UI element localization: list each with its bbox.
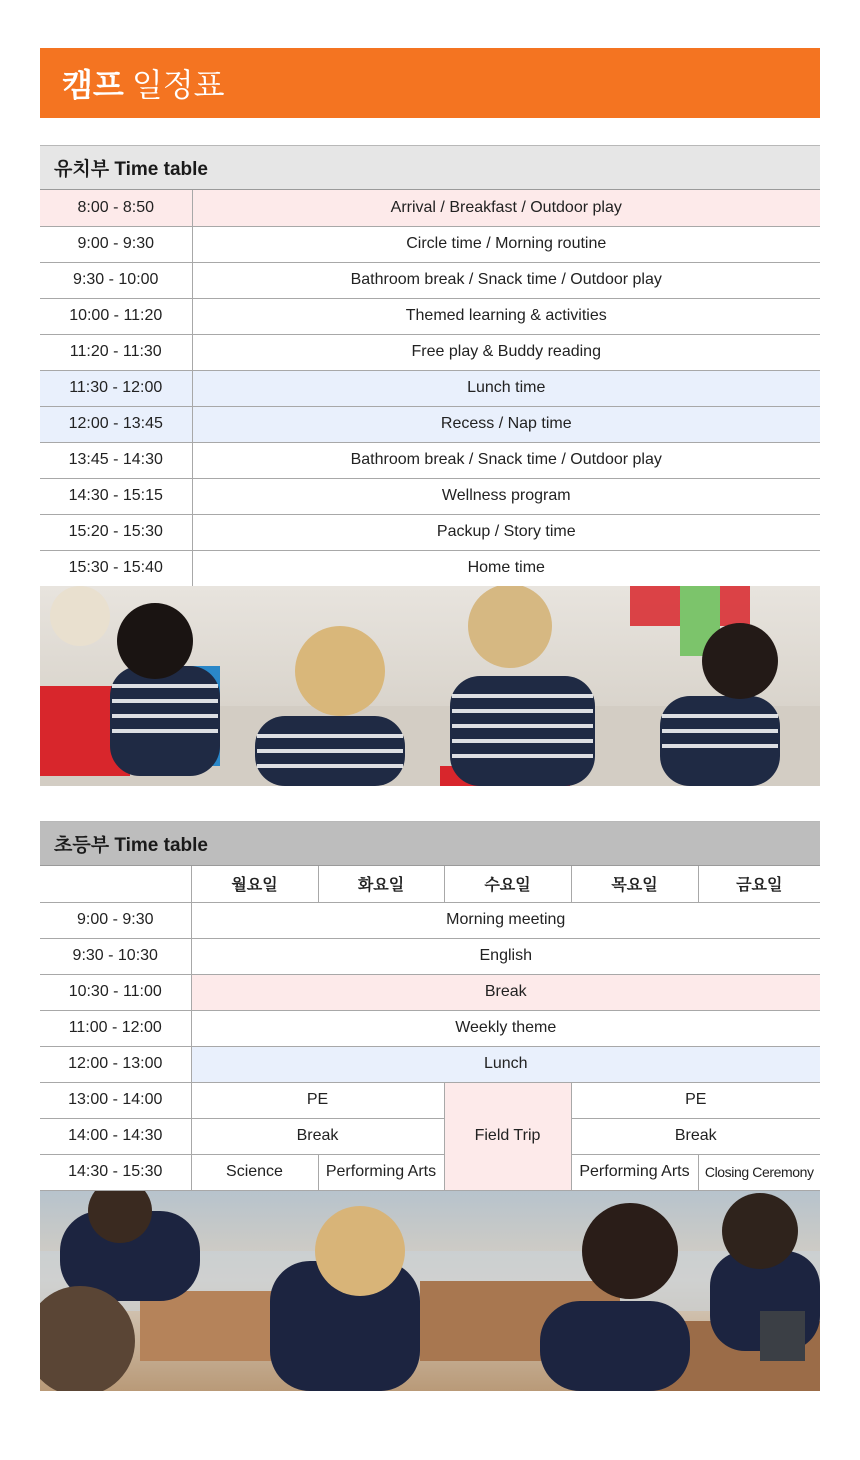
time-cell: 11:20 - 11:30 — [40, 334, 192, 370]
activity-cell: Bathroom break / Snack time / Outdoor play — [192, 262, 820, 298]
kindergarten-heading: 유치부 Time table — [40, 145, 820, 190]
table-row — [40, 334, 820, 370]
field-trip-cell: Field Trip — [444, 1082, 571, 1190]
day-header-row — [40, 866, 820, 902]
activity-cell: PE — [571, 1082, 820, 1118]
activity-cell: PE — [191, 1082, 444, 1118]
time-cell: 11:30 - 12:00 — [40, 370, 192, 406]
table-row — [40, 1046, 820, 1082]
table-row — [40, 190, 820, 226]
activity-cell: Wellness program — [192, 478, 820, 514]
table-row — [40, 262, 820, 298]
time-cell: 12:00 - 13:45 — [40, 406, 192, 442]
table-row — [40, 1010, 820, 1046]
table-row — [40, 226, 820, 262]
table-row — [40, 514, 820, 550]
kindergarten-timetable — [40, 190, 820, 587]
activity-cell: Arrival / Breakfast / Outdoor play — [192, 190, 820, 226]
banner-title-bold: 캠프 — [62, 67, 124, 103]
time-cell: 11:00 - 12:00 — [40, 1010, 191, 1046]
activity-cell: Home time — [192, 550, 820, 586]
activity-cell: Performing Arts — [318, 1154, 444, 1190]
day-header: 월요일 — [191, 866, 318, 902]
table-row — [40, 1118, 820, 1154]
table-row — [40, 298, 820, 334]
time-cell: 9:30 - 10:00 — [40, 262, 192, 298]
time-cell: 14:00 - 14:30 — [40, 1118, 191, 1154]
activity-cell: Break — [191, 974, 820, 1010]
time-cell: 10:30 - 11:00 — [40, 974, 191, 1010]
table-row — [40, 902, 820, 938]
activity-cell: Performing Arts — [571, 1154, 698, 1190]
time-cell: 9:30 - 10:30 — [40, 938, 191, 974]
activity-cell: English — [191, 938, 820, 974]
activity-cell: Recess / Nap time — [192, 406, 820, 442]
time-cell: 9:00 - 9:30 — [40, 226, 192, 262]
table-row — [40, 442, 820, 478]
table-row — [40, 974, 820, 1010]
time-cell: 8:00 - 8:50 — [40, 190, 192, 226]
activity-cell: Circle time / Morning routine — [192, 226, 820, 262]
kindergarten-photo — [40, 586, 820, 786]
activity-cell: Free play & Buddy reading — [192, 334, 820, 370]
table-row — [40, 406, 820, 442]
time-cell: 15:20 - 15:30 — [40, 514, 192, 550]
time-cell: 13:00 - 14:00 — [40, 1082, 191, 1118]
table-row — [40, 938, 820, 974]
activity-cell: Packup / Story time — [192, 514, 820, 550]
table-row — [40, 1154, 820, 1190]
time-cell: 12:00 - 13:00 — [40, 1046, 191, 1082]
table-row — [40, 550, 820, 586]
elementary-timetable — [40, 866, 820, 1191]
activity-cell: Lunch — [191, 1046, 820, 1082]
activity-cell: Break — [191, 1118, 444, 1154]
activity-cell: Morning meeting — [191, 902, 820, 938]
day-header: 목요일 — [571, 866, 698, 902]
activity-cell: Themed learning & activities — [192, 298, 820, 334]
table-row — [40, 478, 820, 514]
activity-cell: Science — [191, 1154, 318, 1190]
activity-cell: Break — [571, 1118, 820, 1154]
day-header: 화요일 — [318, 866, 444, 902]
time-cell: 13:45 - 14:30 — [40, 442, 192, 478]
day-header: 금요일 — [698, 866, 820, 902]
corner-cell — [40, 866, 191, 902]
table-row — [40, 1082, 820, 1118]
banner-title-light: 일정표 — [131, 67, 225, 103]
day-header: 수요일 — [444, 866, 571, 902]
elementary-photo — [40, 1191, 820, 1391]
time-cell: 9:00 - 9:30 — [40, 902, 191, 938]
time-cell: 15:30 - 15:40 — [40, 550, 192, 586]
activity-cell: Lunch time — [192, 370, 820, 406]
time-cell: 10:00 - 11:20 — [40, 298, 192, 334]
activity-cell: Bathroom break / Snack time / Outdoor play — [192, 442, 820, 478]
time-cell: 14:30 - 15:30 — [40, 1154, 191, 1190]
time-cell: 14:30 - 15:15 — [40, 478, 192, 514]
activity-cell: Weekly theme — [191, 1010, 820, 1046]
page-banner — [40, 48, 820, 118]
table-row — [40, 370, 820, 406]
activity-cell: Closing Ceremony — [698, 1154, 820, 1190]
elementary-heading: 초등부 Time table — [40, 821, 820, 866]
